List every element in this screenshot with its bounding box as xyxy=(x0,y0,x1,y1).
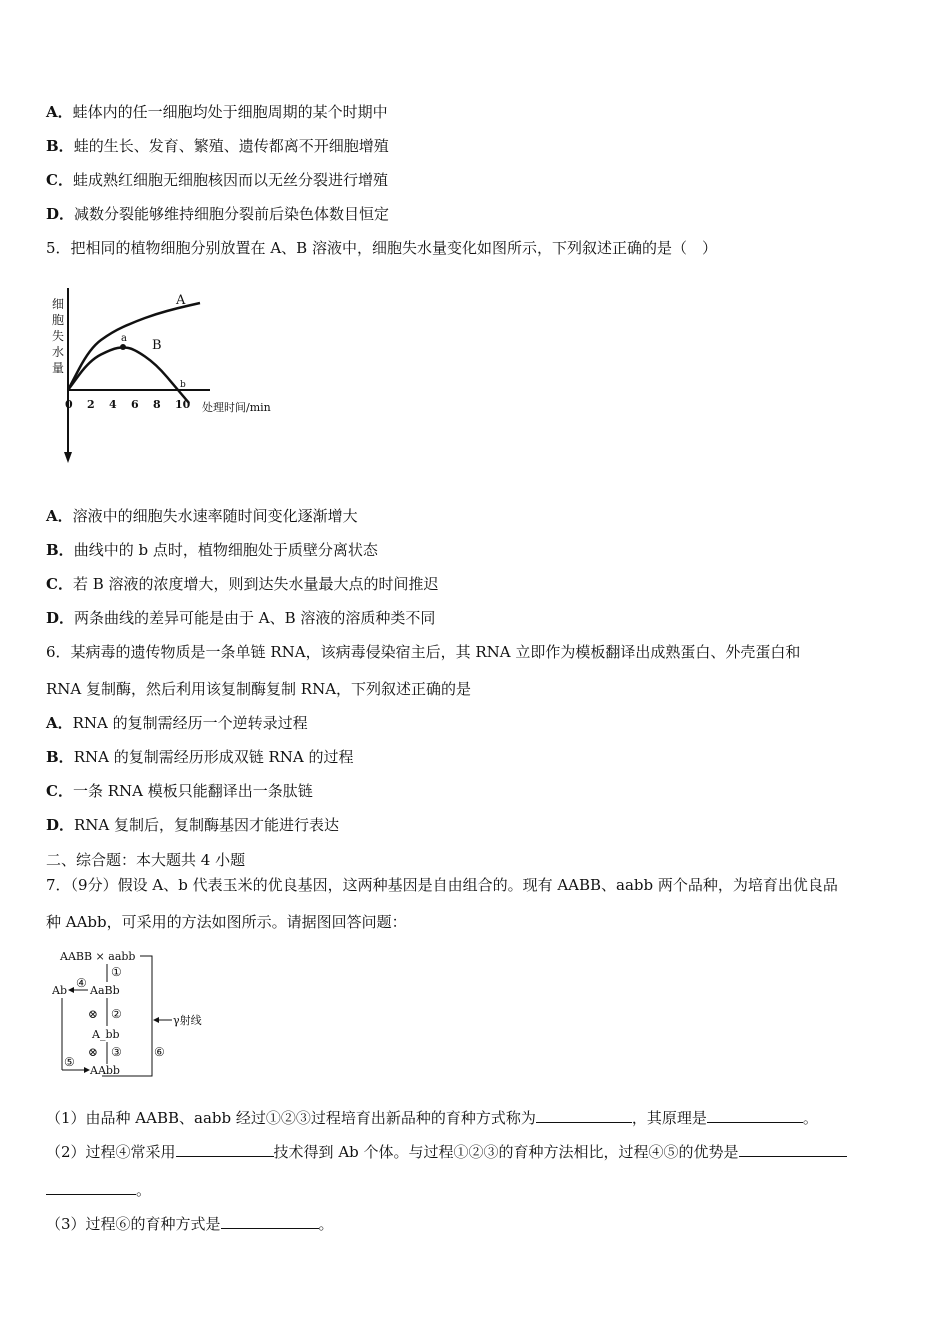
x-tick-label: 6 xyxy=(131,398,139,411)
y-label-char: 量 xyxy=(52,361,65,375)
diagram-target: AAbb xyxy=(90,1064,120,1077)
q5-option-a: A．溶液中的细胞失水速率随时间变化逐渐增大 xyxy=(46,507,358,525)
q5-chart xyxy=(50,268,300,468)
answer-blank[interactable] xyxy=(221,1212,319,1229)
y-label-char: 胞 xyxy=(52,313,65,327)
q5-stem: 5．把相同的植物细胞分别放置在 A、B 溶液中，细胞失水量变化如图所示，下列叙述正确的是（ ） xyxy=(46,239,717,257)
section-2-title: 二、综合题：本大题共 4 小题 xyxy=(46,851,246,869)
answer-blank[interactable] xyxy=(536,1106,632,1123)
q4-option-a: A．蛙体内的任一细胞均处于细胞周期的某个时期中 xyxy=(46,103,388,121)
answer-blank[interactable] xyxy=(46,1178,136,1195)
q6-stem-line2: RNA 复制酶，然后利用该复制酶复制 RNA，下列叙述正确的是 xyxy=(46,680,472,698)
q6-option-a: A．RNA 的复制需经历一个逆转录过程 xyxy=(46,714,308,732)
y-label-char: 细 xyxy=(52,297,65,311)
answer-blank[interactable] xyxy=(707,1106,803,1123)
q7-stem-line1: 7．（9分）假设 A、b 代表玉米的优良基因，这两种基因是自由组合的。现有 AABB、aabb 两个品种，为培育出优良品 xyxy=(46,876,838,894)
gamma-ray-label: γ射线 xyxy=(173,1014,202,1027)
q4-option-b: B．蛙的生长、发育、繁殖、遗传都离不开细胞增殖 xyxy=(46,137,389,155)
q6-option-c: C．一条 RNA 模板只能翻译出一条肽链 xyxy=(46,782,313,800)
q7-stem-line2: 种 AAbb，可采用的方法如图所示。请据图回答问题： xyxy=(46,913,407,931)
point-b-label: b xyxy=(180,380,186,390)
q6-option-b: B．RNA 的复制需经历形成双链 RNA 的过程 xyxy=(46,748,354,766)
x-tick-label: 4 xyxy=(109,398,117,411)
q5-option-c: C．若 B 溶液的浓度增大，则到达失水量最大点的时间推迟 xyxy=(46,575,439,593)
step-1: ① xyxy=(111,965,122,979)
y-axis-arrow-icon xyxy=(64,452,72,463)
curve-b-label: B xyxy=(152,338,162,353)
q7-sub2: （2）过程④常采用 技术得到 Ab 个体。与过程①②③的育种方法相比，过程④⑤的优势是 xyxy=(46,1140,847,1162)
q5-option-b: B．曲线中的 b 点时，植物细胞处于质壁分离状态 xyxy=(46,541,378,559)
x-tick-label: 10 xyxy=(175,398,191,411)
y-label-char: 水 xyxy=(52,345,65,359)
diagram-f1: AaBb xyxy=(90,984,120,997)
x-tick-label: 0 xyxy=(65,398,73,411)
x-tick-label: 8 xyxy=(153,398,161,411)
q6-option-d: D．RNA 复制后，复制酶基因才能进行表达 xyxy=(46,816,340,834)
selfing-symbol: ⊗ xyxy=(88,1007,99,1021)
q4-option-c: C．蛙成熟红细胞无细胞核因而以无丝分裂进行增殖 xyxy=(46,171,388,189)
point-a-marker xyxy=(120,344,126,350)
q4-option-d: D．减数分裂能够维持细胞分裂前后染色体数目恒定 xyxy=(46,205,390,223)
step-2: ② xyxy=(111,1007,122,1021)
q5-option-d: D．两条曲线的差异可能是由于 A、B 溶液的溶质种类不同 xyxy=(46,609,436,627)
step-3: ③ xyxy=(111,1045,122,1059)
x-axis-label: 处理时间/min xyxy=(202,401,271,414)
x-tick-label: 2 xyxy=(87,398,95,411)
answer-blank[interactable] xyxy=(739,1140,847,1157)
q6-stem-line1: 6．某病毒的遗传物质是一条单链 RNA，该病毒侵染宿主后，其 RNA 立即作为模板翻译出成熟蛋白、外壳蛋白和 xyxy=(46,643,801,661)
y-axis-label xyxy=(52,297,64,375)
diagram-parents: AABB × aabb xyxy=(60,950,136,963)
answer-blank[interactable] xyxy=(176,1140,274,1157)
selfing-symbol: ⊗ xyxy=(88,1045,99,1059)
y-label-char: 失 xyxy=(52,329,65,343)
step-6: ⑥ xyxy=(154,1045,165,1059)
step-5: ⑤ xyxy=(64,1055,75,1069)
diagram-a-bb: A_bb xyxy=(92,1028,120,1041)
q7-sub1: （1）由品种 AABB、aabb 经过①②③过程培育出新品种的育种方式称为 ，其原理是 。 xyxy=(46,1106,818,1128)
q7-sub3: （3）过程⑥的育种方式是 。 xyxy=(46,1212,334,1234)
step-4: ④ xyxy=(76,976,87,990)
q7-sub2-cont: 。 xyxy=(46,1178,151,1200)
curve-a-label: A xyxy=(176,293,186,308)
point-a-label: a xyxy=(121,333,127,344)
diagram-haploid: Ab xyxy=(52,984,67,997)
curve-a xyxy=(68,303,200,390)
q7-breeding-diagram xyxy=(52,946,222,1082)
